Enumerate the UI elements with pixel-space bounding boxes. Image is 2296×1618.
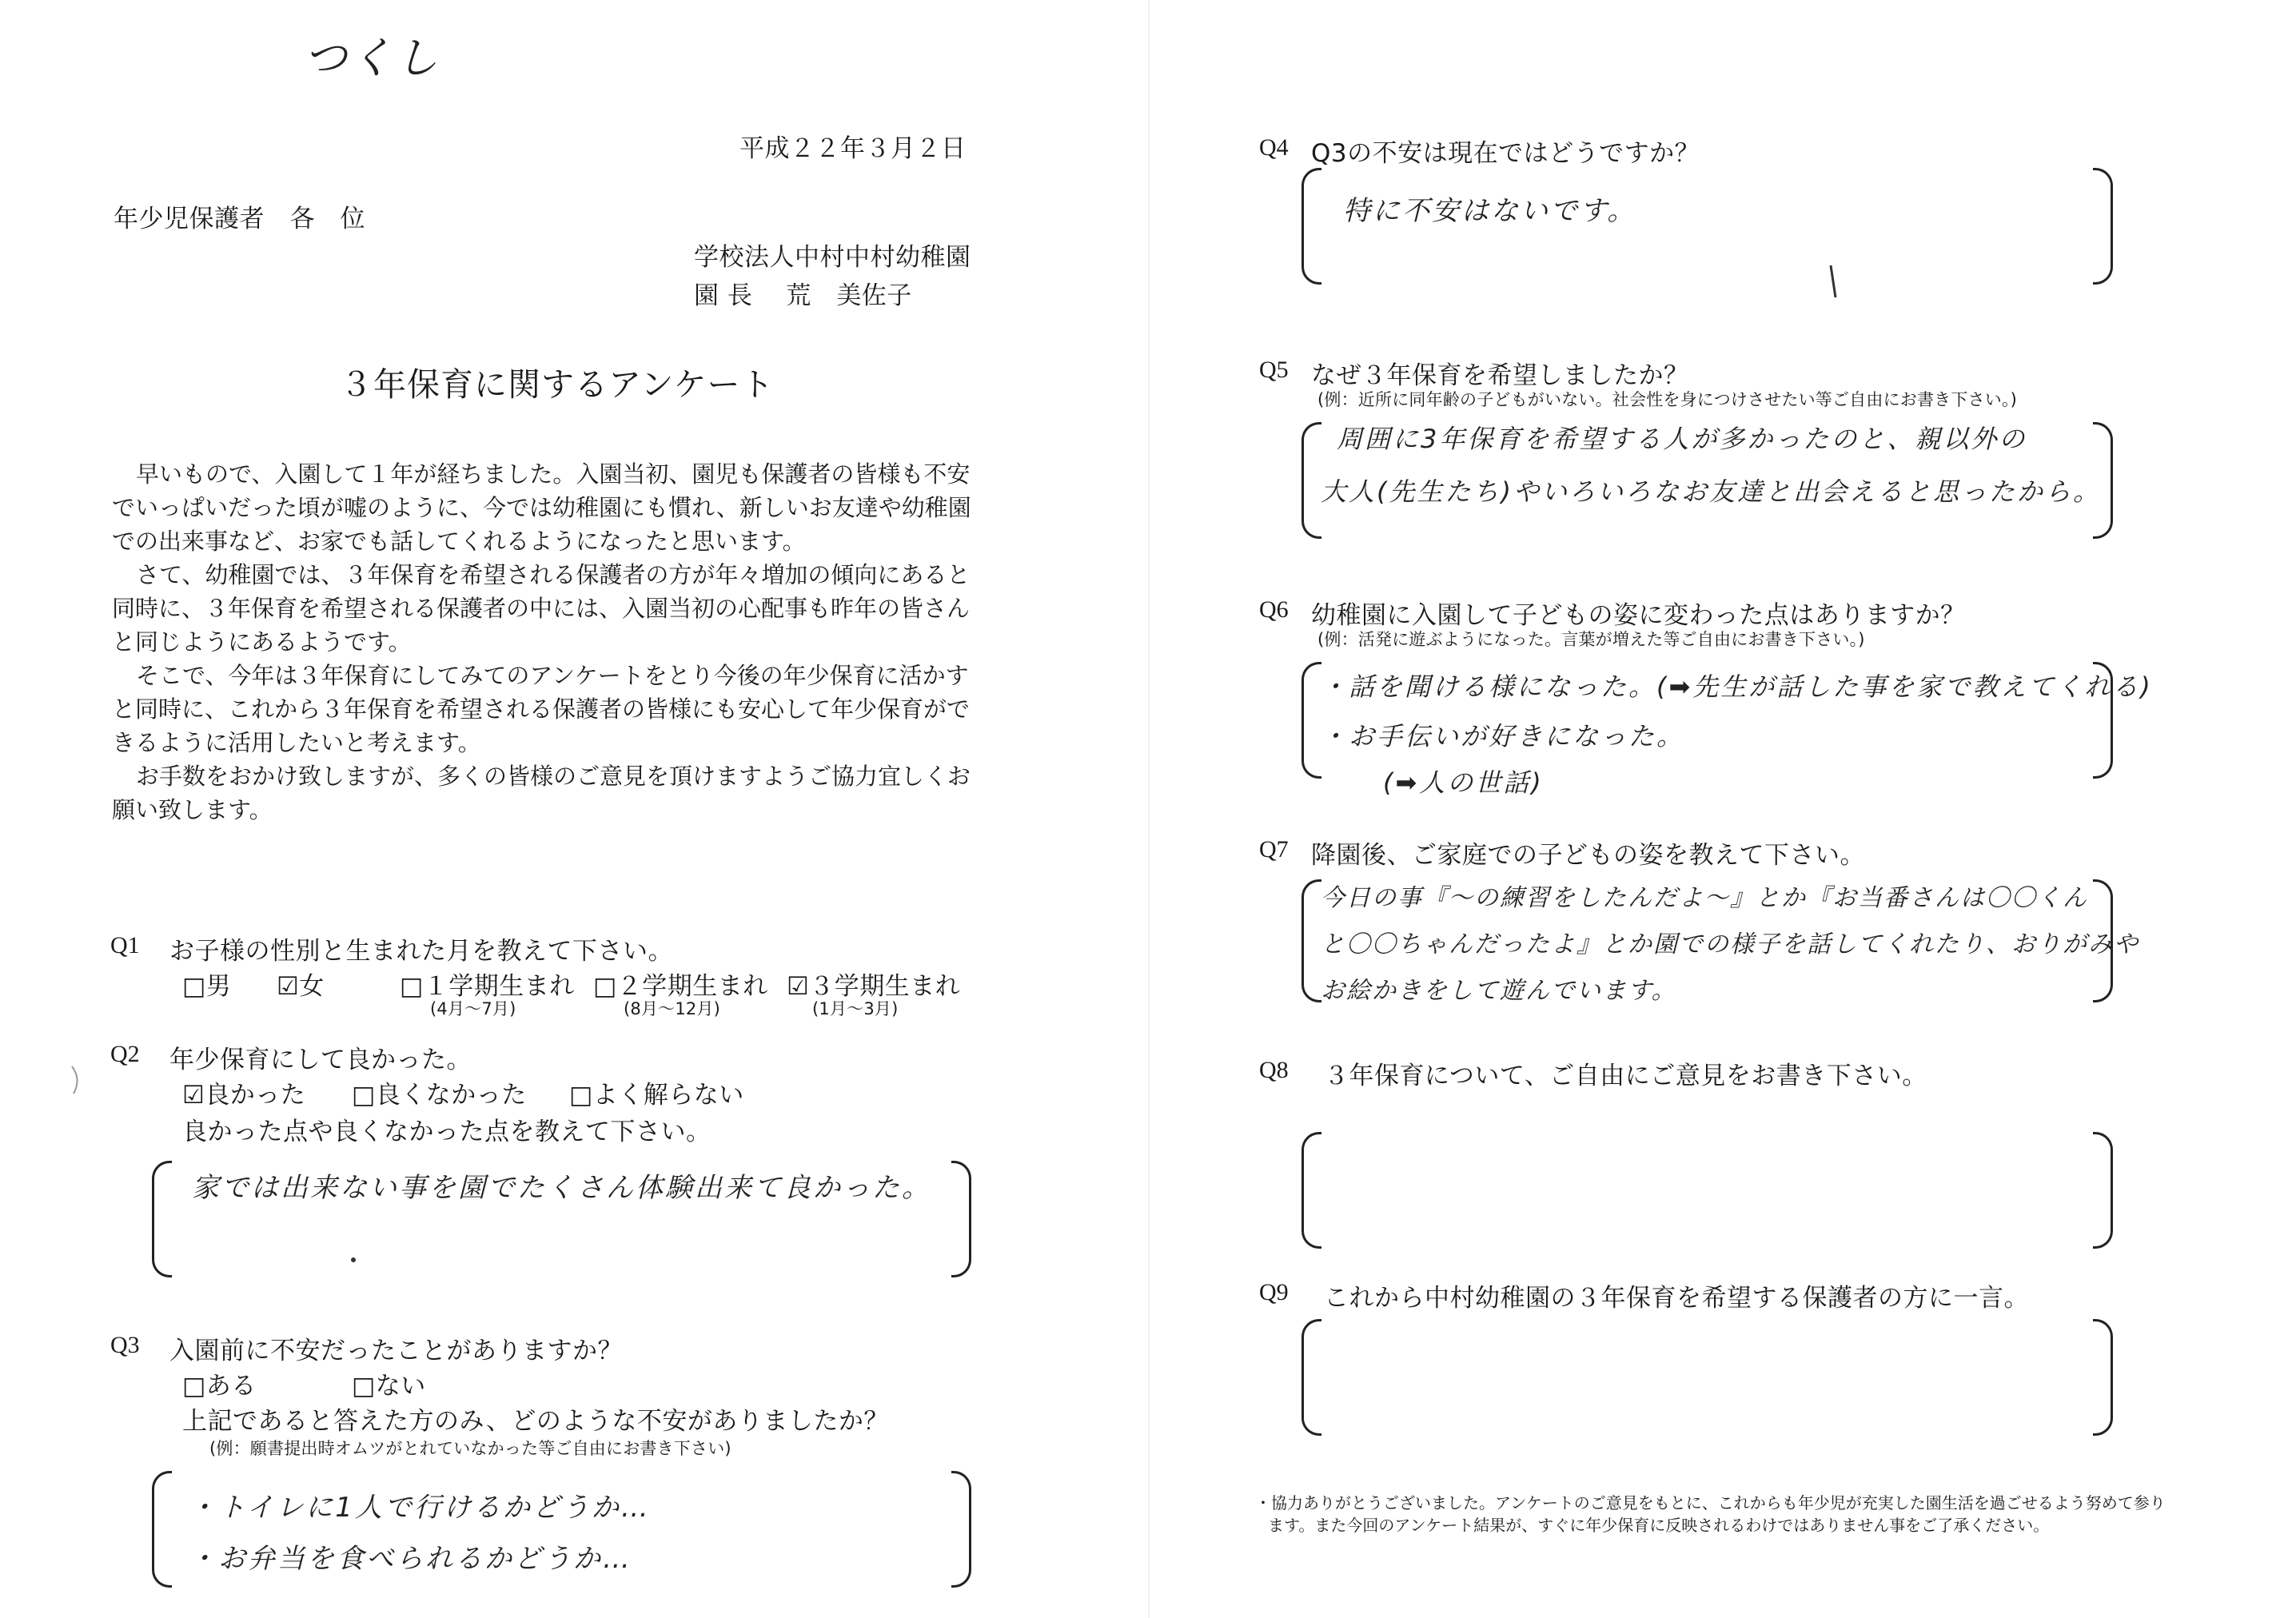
- q3-answer-line-2[interactable]: ・お弁当を食べられるかどうか…: [189, 1543, 632, 1575]
- q3-question: 入園前に不安だったことがありますか？: [169, 1337, 623, 1365]
- q4-number: Q4: [1259, 134, 1289, 161]
- principal-name: 園 長 荒 美佐子: [694, 281, 912, 310]
- recipient-line: 年少児保護者 各 位: [114, 205, 365, 233]
- q2-answer[interactable]: 家では出来ない事を園でたくさん体験出来て良かった。: [192, 1172, 931, 1204]
- intro-paragraph-2: さて、幼稚園では、３年保育を希望される保護者の方が年々増加の傾向にあると同時に、３年保育を希望される保護者の中には、入園当初の心配事も昨年の皆さんと同じようにあるようです。: [112, 561, 971, 656]
- q1-question: お子様の性別と生まれた月を教えて下さい。: [169, 937, 673, 966]
- q3-number: Q3: [110, 1332, 140, 1358]
- q1-option-male[interactable]: □男: [182, 972, 232, 1001]
- q1-option-female[interactable]: ☑女: [277, 972, 325, 1001]
- q6-question: 幼稚園に入園して子どもの姿に変わった点はありますか？: [1311, 601, 1966, 630]
- q2-option-bad[interactable]: □良くなかった: [352, 1081, 527, 1110]
- q9-number: Q9: [1259, 1279, 1289, 1305]
- footer-line-2: ます。また今回のアンケート結果が、すぐに年少保育に反映されるわけではありません事をご了承ください。: [1268, 1516, 2050, 1535]
- q1-term1-range: (4月～7月): [430, 999, 516, 1018]
- q3-followup: 上記であると答えた方のみ、どのような不安がありましたか？: [182, 1407, 889, 1436]
- q6-answer-line-1[interactable]: ・話を聞ける様になった。(➡先生が話した事を家で教えてくれる): [1321, 672, 2153, 702]
- q2-followup: 良かった点や良くなかった点を教えて下さい。: [182, 1118, 712, 1146]
- school-name: 学校法人中村中村幼稚園: [694, 243, 971, 272]
- intro-paragraph-1: 早いもので、入園して１年が経ちました。入園当初、園児も保護者の皆様も不安でいっぱいだった頃が嘘のように、今では幼稚園にも慣れ、新しいお友達や幼稚園での出来事など、お家でも話してくれるようになったと思います。: [112, 460, 971, 555]
- q7-answer-line-1[interactable]: 今日の事『～の練習をしたんだよ～』とか『お当番さんは〇〇くん: [1321, 884, 2088, 912]
- intro-paragraph-4: お手数をおかけ致しますが、多くの皆様のご意見を頂けますようご協力宜しくお願い致します。: [112, 763, 971, 823]
- q6-example: (例：活発に遊ぶようになった。言葉が増えた等ご自由にお書き下さい。): [1317, 630, 1865, 649]
- footer-line-1: ・協力ありがとうございました。アンケートのご意見をもとに、これからも年少児が充実した園生活を過ごせるよう努めて参り: [1255, 1493, 2166, 1512]
- q7-answer-line-3[interactable]: お絵かきをして遊んでいます。: [1321, 977, 1677, 1005]
- q5-example: (例：近所に同年齢の子どもがいない。社会性を身につけさせたい等ご自由にお書き下さい。): [1317, 390, 2018, 409]
- q4-question: Q3の不安は現在ではどうですか？: [1311, 139, 1700, 168]
- intro-paragraph-3: そこで、今年は３年保育にしてみてのアンケートをとり今後の年少保育に活かすと同時に、これから３年保育を希望される保護者の皆様にも安心して年少保育ができるように活用したいと考えます。: [112, 662, 971, 756]
- q1-number: Q1: [110, 932, 140, 958]
- q7-question: 降園後、ご家庭での子どもの姿を教えて下さい。: [1311, 841, 1865, 870]
- q1-option-term3[interactable]: ☑３学期生まれ: [787, 972, 961, 1001]
- scan-mark-stroke: [1831, 265, 1836, 297]
- handwritten-name: つくし: [304, 33, 440, 83]
- q6-answer-line-2[interactable]: ・お手伝いが好きになった。: [1321, 721, 1685, 751]
- q2-option-good[interactable]: ☑良かった: [182, 1081, 306, 1110]
- q8-question: ３年保育について、ご自由にご意見をお書き下さい。: [1324, 1062, 1927, 1090]
- q5-answer-line-2[interactable]: 大人(先生たち)やいろいろなお友達と出会えると思ったから。: [1321, 476, 2101, 507]
- q1-option-term2[interactable]: □２学期生まれ: [593, 972, 768, 1001]
- q8-number: Q8: [1259, 1057, 1289, 1083]
- q3-answer-line-1[interactable]: ・トイレに1人で行けるかどうか…: [189, 1492, 651, 1524]
- q6-number: Q6: [1259, 596, 1289, 623]
- scan-mark-left-edge: [72, 1066, 78, 1094]
- q9-question: これから中村幼稚園の３年保育を希望する保護者の方に一言。: [1324, 1284, 2029, 1313]
- q5-number: Q5: [1259, 357, 1289, 383]
- survey-title: ３年保育に関するアンケート: [340, 365, 775, 404]
- q7-answer-line-2[interactable]: と〇〇ちゃんだったよ』とか園での様子を話してくれたり、おりがみや: [1321, 931, 2139, 958]
- q1-term3-range: (1月～3月): [812, 999, 899, 1018]
- document-date: 平成２２年３月２日: [739, 134, 967, 163]
- q5-question: なぜ３年保育を希望しましたか？: [1311, 361, 1689, 390]
- scan-mark-dot: [351, 1257, 356, 1262]
- q4-answer[interactable]: 特に不安はないです。: [1343, 195, 1637, 227]
- q2-number: Q2: [110, 1041, 140, 1067]
- q1-term2-range: (8月～12月): [624, 999, 721, 1018]
- q3-option-no[interactable]: □ない: [352, 1372, 426, 1401]
- q2-option-unknown[interactable]: □よく解らない: [569, 1081, 744, 1110]
- q5-answer-line-1[interactable]: 周囲に3年保育を希望する人が多かったのと、親以外の: [1337, 424, 2027, 454]
- q2-question: 年少保育にして良かった。: [169, 1046, 472, 1074]
- q3-example: (例：願書提出時オムツがとれていなかった等ご自由にお書き下さい): [209, 1439, 731, 1458]
- q6-answer-line-3[interactable]: (➡人の世話): [1383, 767, 1544, 798]
- q7-number: Q7: [1259, 836, 1289, 863]
- q1-option-term1[interactable]: □１学期生まれ: [400, 972, 575, 1001]
- q3-option-yes[interactable]: □ある: [182, 1372, 257, 1401]
